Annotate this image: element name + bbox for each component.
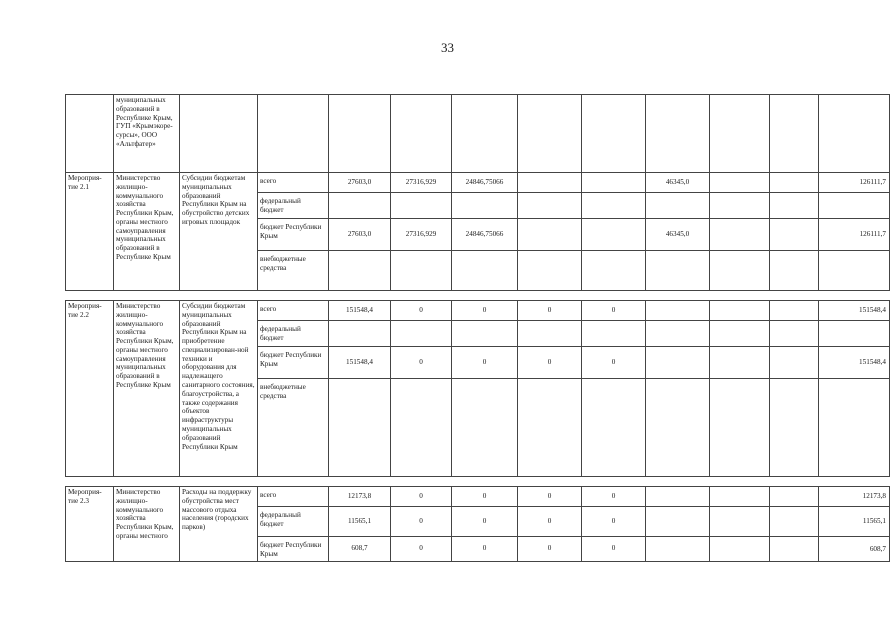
- amount-cell: [770, 507, 819, 537]
- amount-cell: [391, 321, 452, 347]
- amount-cell: [770, 219, 819, 251]
- amount-cell: 0: [582, 487, 646, 507]
- amount-cell: [582, 321, 646, 347]
- total-cell: 12173,8: [819, 487, 890, 507]
- amount-cell: [391, 379, 452, 477]
- amount-cell: 0: [452, 507, 518, 537]
- spacer-row: [66, 477, 890, 487]
- amount-cell: [518, 173, 582, 193]
- amount-cell: [770, 537, 819, 562]
- executor-continuation: муниципальных образований в Республике Крым, ГУП «Крымэкоре-сурсы», ООО «Альтфатер»: [114, 95, 180, 173]
- budget-table: [65, 94, 890, 562]
- amount-cell: 0: [391, 347, 452, 379]
- amount-cell: [770, 347, 819, 379]
- amount-cell: [329, 251, 391, 291]
- amount-cell: [710, 487, 770, 507]
- amount-cell: 0: [582, 537, 646, 562]
- cell-empty: [819, 95, 890, 173]
- amount-cell: [518, 219, 582, 251]
- amount-cell: [518, 379, 582, 477]
- amount-cell: [646, 301, 710, 321]
- amount-cell: 24846,75066: [452, 173, 518, 193]
- funding-source: внебюджетные средства: [258, 251, 329, 291]
- event-id: Мероприя-тие 2.3: [66, 487, 114, 562]
- spacer-cell: [66, 291, 890, 301]
- amount-cell: [582, 251, 646, 291]
- amount-cell: 12173,8: [329, 487, 391, 507]
- event-executor: Министерство жилищно-коммунального хозяйства Республики Крым, органы местного самоуправления муниципальных образований в Республике Крым: [114, 173, 180, 291]
- amount-cell: 24846,75066: [452, 219, 518, 251]
- cell-empty: [258, 95, 329, 173]
- amount-cell: [391, 193, 452, 219]
- amount-cell: 0: [582, 507, 646, 537]
- amount-cell: 0: [518, 507, 582, 537]
- amount-cell: [710, 301, 770, 321]
- cell-empty: [518, 95, 582, 173]
- amount-cell: 46345,0: [646, 219, 710, 251]
- table-row: [66, 487, 890, 507]
- amount-cell: [646, 379, 710, 477]
- cell-empty: [391, 95, 452, 173]
- cell-empty: [180, 95, 258, 173]
- amount-cell: [770, 379, 819, 477]
- total-cell: 11565,1: [819, 507, 890, 537]
- event-id: Мероприя-тие 2.2: [66, 301, 114, 477]
- amount-cell: [518, 193, 582, 219]
- amount-cell: [646, 321, 710, 347]
- total-cell: 126111,7: [819, 219, 890, 251]
- total-cell: 151548,4: [819, 301, 890, 321]
- amount-cell: [710, 251, 770, 291]
- cell-empty: [66, 95, 114, 173]
- amount-cell: [770, 301, 819, 321]
- amount-cell: 0: [391, 487, 452, 507]
- funding-source: федеральный бюджет: [258, 193, 329, 219]
- event-id: Мероприя-тие 2.1: [66, 173, 114, 291]
- amount-cell: 0: [582, 301, 646, 321]
- amount-cell: [710, 173, 770, 193]
- amount-cell: 0: [452, 347, 518, 379]
- amount-cell: [710, 379, 770, 477]
- amount-cell: [452, 379, 518, 477]
- cell-empty: [770, 95, 819, 173]
- amount-cell: [710, 507, 770, 537]
- funding-source: всего: [258, 301, 329, 321]
- amount-cell: [646, 507, 710, 537]
- cell-empty: [452, 95, 518, 173]
- amount-cell: [770, 193, 819, 219]
- amount-cell: 0: [391, 507, 452, 537]
- total-cell: 608,7: [819, 537, 890, 562]
- amount-cell: [329, 321, 391, 347]
- amount-cell: 0: [391, 301, 452, 321]
- amount-cell: [710, 193, 770, 219]
- funding-source: бюджет Республики Крым: [258, 219, 329, 251]
- amount-cell: [710, 347, 770, 379]
- event-description: Субсидии бюджетам муниципальных образований Республики Крым на приобретение специализирован-ной техники и оборудования для надлежащего санитарного состояния, благоустройства, а также содержания объектов инфраструктуры муниципальных образований Республики Крым: [180, 301, 258, 477]
- funding-source: всего: [258, 487, 329, 507]
- amount-cell: [582, 193, 646, 219]
- total-cell: [819, 251, 890, 291]
- amount-cell: [770, 251, 819, 291]
- event-description: Субсидии бюджетам муниципальных образований Республики Крым на обустройство детских игровых площадок: [180, 173, 258, 291]
- amount-cell: [518, 251, 582, 291]
- total-cell: [819, 193, 890, 219]
- amount-cell: [518, 321, 582, 347]
- amount-cell: 151548,4: [329, 301, 391, 321]
- amount-cell: [582, 379, 646, 477]
- amount-cell: [710, 219, 770, 251]
- table-row: [66, 95, 890, 173]
- amount-cell: 27316,929: [391, 173, 452, 193]
- funding-source: бюджет Республики Крым: [258, 537, 329, 562]
- amount-cell: 46345,0: [646, 173, 710, 193]
- amount-cell: [582, 219, 646, 251]
- amount-cell: 27316,929: [391, 219, 452, 251]
- spacer-cell: [66, 477, 890, 487]
- spacer-row: [66, 291, 890, 301]
- total-cell: 151548,4: [819, 347, 890, 379]
- amount-cell: [452, 321, 518, 347]
- amount-cell: [646, 251, 710, 291]
- amount-cell: 0: [452, 301, 518, 321]
- cell-empty: [646, 95, 710, 173]
- funding-source: бюджет Республики Крым: [258, 347, 329, 379]
- total-cell: 126111,7: [819, 173, 890, 193]
- amount-cell: [391, 251, 452, 291]
- amount-cell: [452, 193, 518, 219]
- event-executor: Министерство жилищно-коммунального хозяйства Республики Крым, органы местного самоуправления муниципальных образований в Республике Крым: [114, 301, 180, 477]
- amount-cell: 0: [582, 347, 646, 379]
- amount-cell: 0: [518, 301, 582, 321]
- amount-cell: 11565,1: [329, 507, 391, 537]
- page-number: 33: [441, 40, 454, 55]
- amount-cell: [770, 321, 819, 347]
- amount-cell: 608,7: [329, 537, 391, 562]
- event-description: Расходы на поддержку обустройства мест массового отдыха населения (городских парков): [180, 487, 258, 562]
- total-cell: [819, 379, 890, 477]
- amount-cell: [710, 537, 770, 562]
- event-executor: Министерство жилищно-коммунального хозяйства Республики Крым, органы местного: [114, 487, 180, 562]
- amount-cell: 0: [518, 487, 582, 507]
- amount-cell: [646, 487, 710, 507]
- amount-cell: 27603,0: [329, 173, 391, 193]
- amount-cell: 0: [391, 537, 452, 562]
- table-row: [66, 301, 890, 321]
- amount-cell: 0: [452, 487, 518, 507]
- amount-cell: [710, 321, 770, 347]
- funding-source: федеральный бюджет: [258, 507, 329, 537]
- total-cell: [819, 321, 890, 347]
- amount-cell: 0: [518, 347, 582, 379]
- amount-cell: [582, 173, 646, 193]
- table-row: [66, 173, 890, 193]
- cell-empty: [582, 95, 646, 173]
- amount-cell: 151548,4: [329, 347, 391, 379]
- amount-cell: [770, 487, 819, 507]
- amount-cell: [646, 537, 710, 562]
- amount-cell: 0: [518, 537, 582, 562]
- cell-empty: [710, 95, 770, 173]
- amount-cell: [329, 193, 391, 219]
- amount-cell: 0: [452, 537, 518, 562]
- amount-cell: [329, 379, 391, 477]
- funding-source: внебюджетные средства: [258, 379, 329, 477]
- funding-source: всего: [258, 173, 329, 193]
- cell-empty: [329, 95, 391, 173]
- amount-cell: [646, 193, 710, 219]
- amount-cell: 27603,0: [329, 219, 391, 251]
- funding-source: федеральный бюджет: [258, 321, 329, 347]
- amount-cell: [452, 251, 518, 291]
- amount-cell: [646, 347, 710, 379]
- amount-cell: [770, 173, 819, 193]
